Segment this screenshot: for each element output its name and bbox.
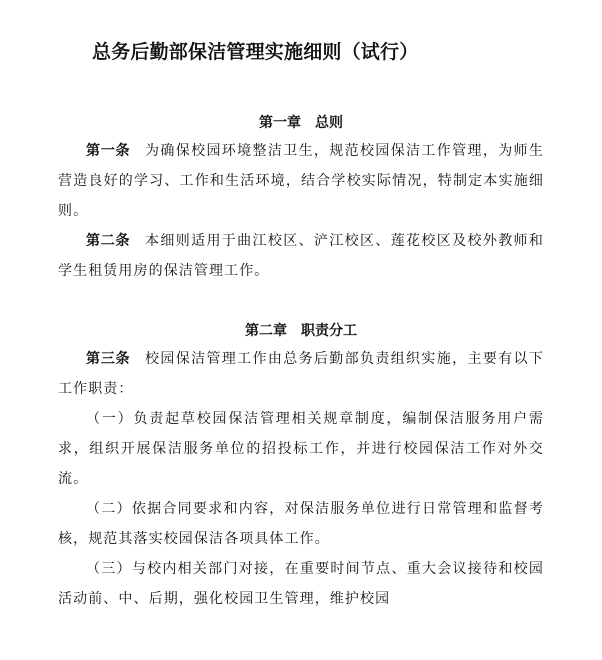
- duty-item-1: （一）负责起草校园保洁管理相关规章制度，编制保洁服务用户需求，组织开展保洁服务单位的招投标工作，并进行校园保洁工作对外交流。: [58, 411, 544, 487]
- chapter-1-heading-text: 第一章 总则: [259, 115, 343, 131]
- duty-item-3: （三）与校内相关部门对接，在重要时间节点、重大会议接待和校园活动前、中、后期，强化校园卫生管理，维护校园: [58, 561, 544, 607]
- article-2: [58, 226, 544, 286]
- article-2-number: 第二条: [86, 233, 146, 249]
- chapter-2-heading: [58, 318, 544, 344]
- article-3-number: 第三条: [86, 351, 146, 367]
- article-1-number: 第一条: [86, 143, 146, 159]
- article-3: [58, 344, 544, 404]
- article-3-text: 校园保洁管理工作由总务后勤部负责组织实施，主要有以下工作职责：: [58, 351, 545, 397]
- document-title: 总务后勤部保洁管理实施细则（试行）: [92, 41, 419, 63]
- article-1: [58, 136, 544, 226]
- duty-item-2: （二）依据合同要求和内容，对保洁服务单位进行日常管理和监督考核，规范其落实校园保洁各项具体工作。: [58, 501, 544, 547]
- article-2-text: 本细则适用于曲江校区、浐江校区、莲花校区及校外教师和学生租赁用房的保洁管理工作。: [58, 233, 545, 279]
- article-1-text: 为确保校园环境整洁卫生，规范校园保洁工作管理，为师生营造良好的学习、工作和生活环境，结合学校实际情况，特制定本实施细则。: [58, 143, 545, 219]
- chapter-2-heading-text: 第二章 职责分工: [245, 323, 357, 339]
- chapter-1-heading: [58, 110, 544, 136]
